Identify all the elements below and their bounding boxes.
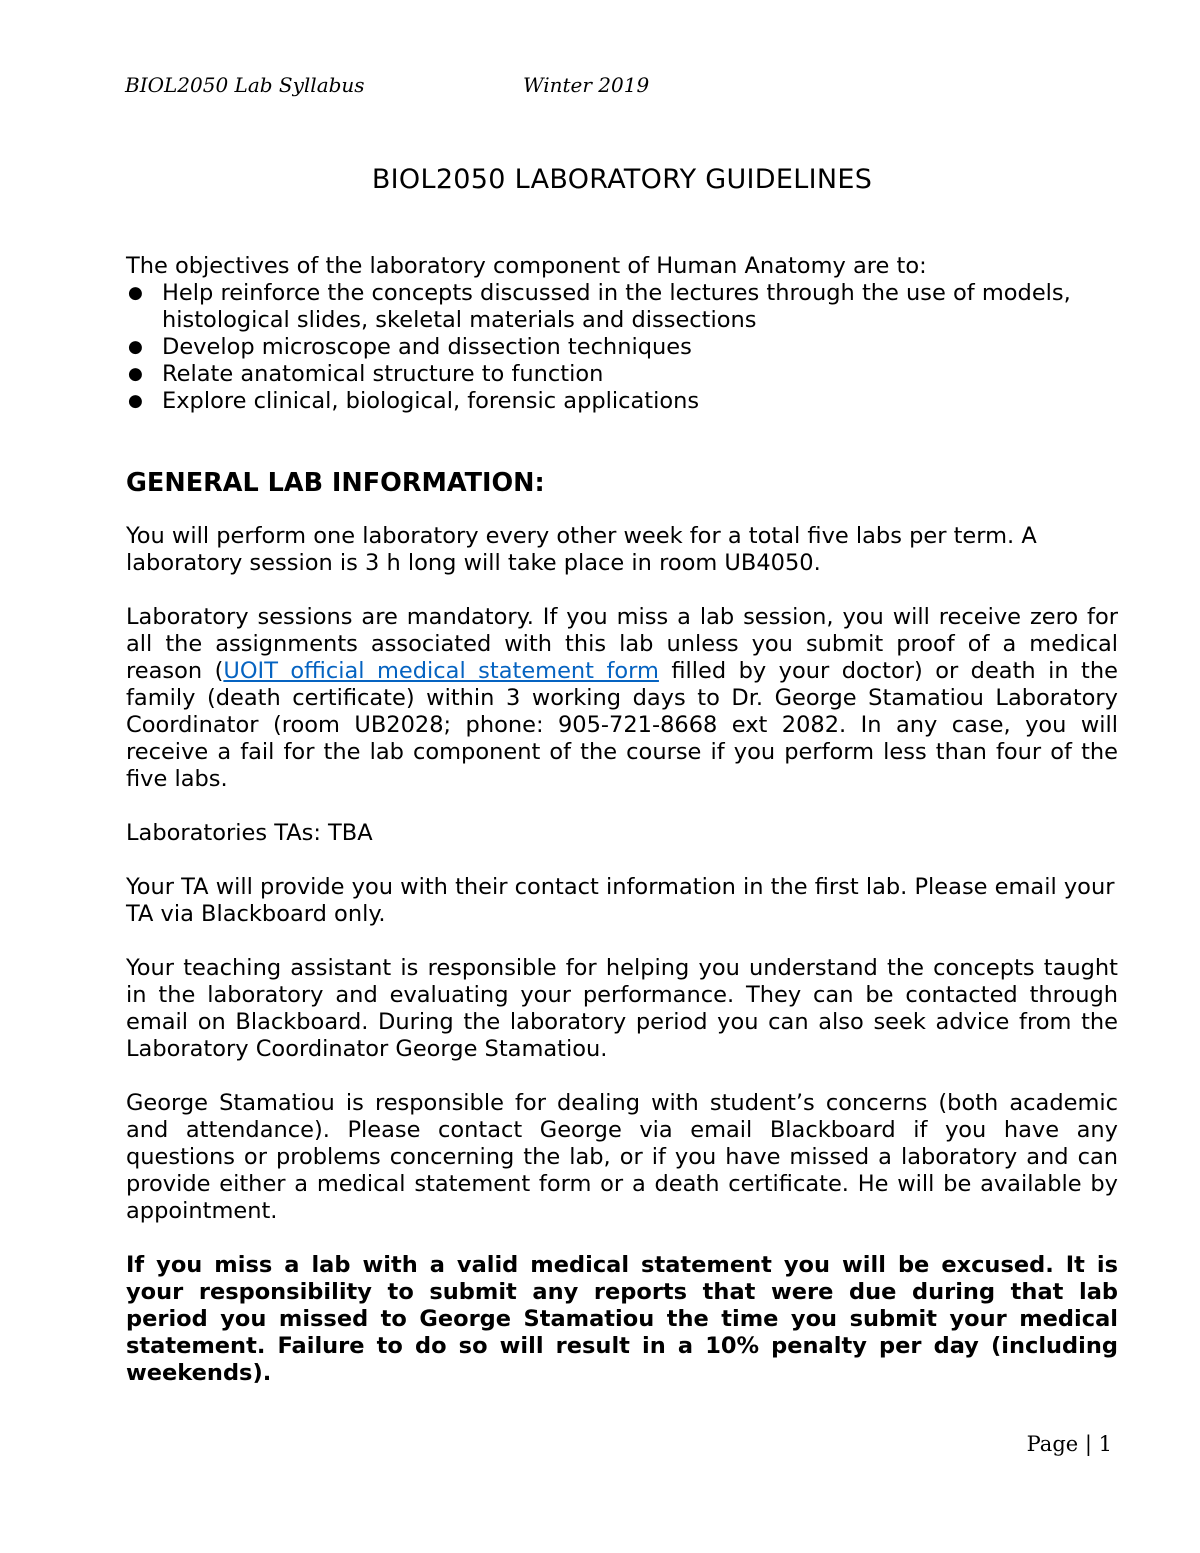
paragraph-mandatory-attendance [126, 604, 1118, 793]
header-course-title: BIOL2050 Lab Syllabus [125, 73, 365, 97]
paragraph-lab-tas: Laboratories TAs: TBA [126, 820, 373, 846]
bullet-icon: ● [128, 283, 143, 303]
paragraph-text: filled by your doctor) or death in the family (death certificate) within 3 working days to Dr. George Stamatiou Laboratory Coordinator (room UB2028; phone: 905-721-8668 ext 2082. In any case, you will receive a fail for the lab component of the course if you perform less than four of the five labs. [126, 658, 1118, 792]
list-item [126, 388, 1118, 415]
objective-text: Help reinforce the concepts discussed in the lectures through the use of models, histological slides, skeletal materials and dissections [162, 280, 1071, 333]
bullet-icon: ● [128, 391, 143, 411]
page-number: Page | 1 [1026, 1432, 1112, 1456]
section-heading-general-lab-info: GENERAL LAB INFORMATION: [126, 468, 545, 498]
objective-text: Develop microscope and dissection techniques [162, 334, 692, 360]
objectives-list [126, 280, 1118, 415]
bullet-icon: ● [128, 364, 143, 384]
paragraph-lab-schedule: You will perform one laboratory every other week for a total five labs per term. A laboratory session is 3 h long will take place in room UB4050. [126, 523, 1037, 576]
objective-text: Relate anatomical structure to function [162, 361, 604, 387]
objective-text: Explore clinical, biological, forensic applications [162, 388, 700, 414]
objectives-intro: The objectives of the laboratory component of Human Anatomy are to: [126, 253, 927, 279]
list-item [126, 334, 1118, 361]
paragraph-missed-lab-policy: If you miss a lab with a valid medical statement you will be excused. It is your responsibility to submit any reports that were due during that lab period you missed to George Stamatiou the time you submit your medical statement. Failure to do so will result in a 10% penalty per day (including weekends). [126, 1252, 1118, 1386]
document-title: BIOL2050 LABORATORY GUIDELINES [371, 164, 873, 195]
paragraph-ta-contact: Your TA will provide you with their contact information in the first lab. Please email your TA via Blackboard only. [126, 874, 1115, 927]
paragraph-ta-responsibility: Your teaching assistant is responsible for helping you understand the concepts taught in the laboratory and evaluating your performance. They can be contacted through email on Blackboard. During the laboratory period you can also seek advice from the Laboratory Coordinator George Stamatiou. [126, 955, 1118, 1062]
medical-statement-form-link[interactable]: UOIT official medical statement form [223, 658, 659, 684]
paragraph-text: Laboratory sessions are mandatory. If you miss a lab session, you will receive zero for all the assignments associated with this lab unless you submit proof of a medical reason ( [126, 604, 1118, 684]
bullet-icon: ● [128, 337, 143, 357]
list-item [126, 280, 1118, 334]
header-term: Winter 2019 [523, 73, 650, 97]
paragraph-coordinator-responsibility: George Stamatiou is responsible for dealing with student’s concerns (both academic and attendance). Please contact George via email Blackboard if you have any questions or problems concerning the lab, or if you have missed a laboratory and can provide either a medical statement form or a death certificate. He will be available by appointment. [126, 1090, 1118, 1224]
list-item [126, 361, 1118, 388]
document-body [126, 160, 1118, 1387]
